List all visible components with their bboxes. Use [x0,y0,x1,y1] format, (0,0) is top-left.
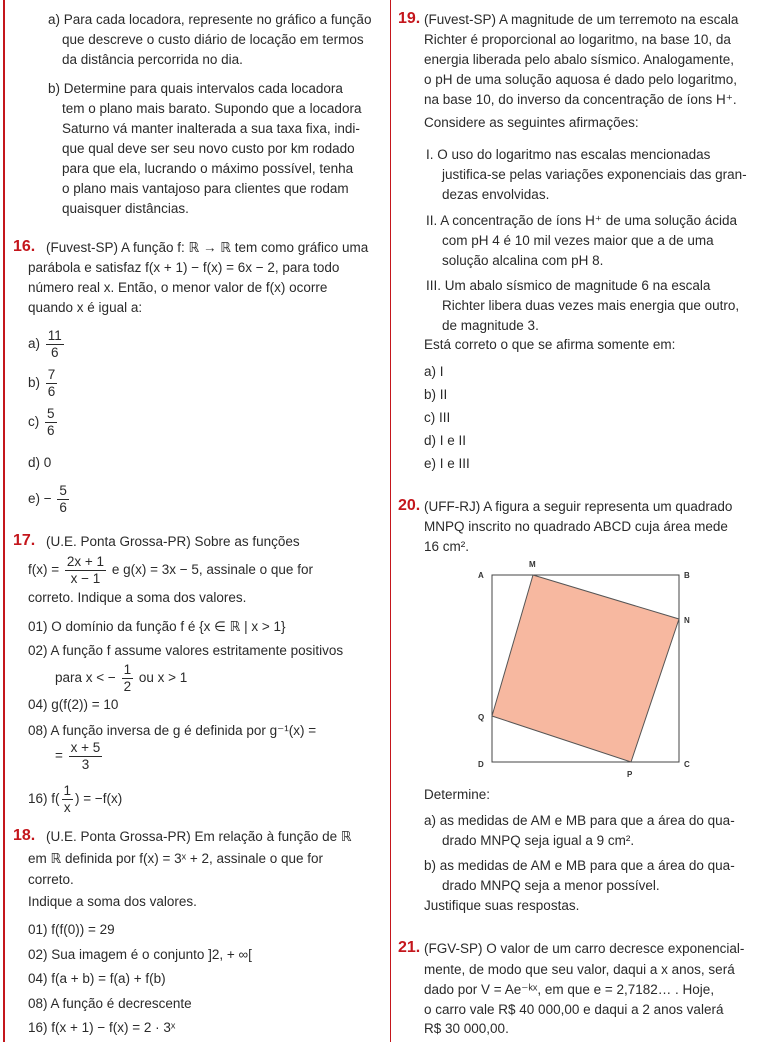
denominator: 2 [123,679,132,694]
q19-statement-II-line-3: solução alcalina com pH 8. [442,253,604,268]
q21-line-3: dado por V = Ae⁻ᵏˣ, em que e = 2,7182… . Hoje, [424,982,715,997]
q17-item-02-line-2 [55,662,187,695]
q19-option-b: b) II [424,387,448,402]
q16-option-a [28,328,66,361]
q19-option-d: d) I e II [424,433,467,448]
q17-item-16-pre: 16) f( [28,791,60,807]
q15-b-line-7: quaisquer distâncias. [62,201,189,216]
numerator: 1 [63,783,72,798]
label-A: A [478,571,484,580]
q17-number: 17. [13,532,36,549]
q20-determine: Determine: [424,787,491,802]
q19-option-a: a) I [424,364,444,379]
q16-line-4: quando x é igual a: [28,300,143,315]
q17-item-16-post: ) = −f(x) [75,791,123,807]
q19-line-6: Considere as seguintes afirmações: [424,115,639,130]
q20-item-b-line-2: drado MNPQ seja a menor possível. [442,878,660,893]
q16-option-e [28,483,71,516]
label-C: C [684,760,690,769]
q20-justify: Justifique suas respostas. [424,898,580,913]
q19-statement-II-line-2: com pH 4 é 10 mil vezes maior que a de uma [442,233,714,248]
q16-number: 16. [13,238,36,255]
q16-option-b [28,367,59,400]
q16-option-c-fraction [45,406,57,439]
q16-option-b-fraction [46,367,58,400]
q17-item-16-fraction [62,783,74,816]
q17-item-04: 04) g(f(2)) = 10 [28,697,119,712]
q17-item-02-post: ou x > 1 [138,670,188,686]
numerator: 11 [47,328,62,343]
q18-item-02: 02) Sua imagem é o conjunto ]2, + ∞[ [28,947,252,962]
numerator: 5 [59,483,67,498]
q17-line-1: (U.E. Ponta Grossa-PR) Sobre as funções [46,534,300,549]
q15-b-line-3: Saturno vá manter inalterada a sua taxa fixa, indi- [62,121,360,136]
q16-option-e-fraction [57,483,69,516]
q16-option-e-label: e) − [28,491,52,507]
q17-f-label: f(x) = [28,562,60,578]
q17-item-08-fraction [69,740,103,773]
q19-statement-III-line-3: de magnitude 3. [442,318,539,333]
numerator: 7 [47,367,56,382]
q19-statement-II-line-1: II. A concentração de íons H⁺ de uma solução ácida [426,213,738,228]
q18-number: 18. [13,827,36,844]
q15-b-line-4: que qual deve ser seu novo custo por km rodado [62,141,355,156]
q18-line-3: correto. [28,872,74,887]
q18-item-04: 04) f(a + b) = f(a) + f(b) [28,971,166,986]
q15-b-line-6: o plano mais vantajoso para clientes que rodam [62,181,349,196]
q15-b-line-1: b) Determine para quais intervalos cada locadora [48,81,343,96]
q20-line-1: (UFF-RJ) A figura a seguir representa um quadrado [424,499,733,514]
q20-item-a-line-2: drado MNPQ seja igual a 9 cm². [442,833,635,848]
q19-question: Está correto o que se afirma somente em: [424,337,676,352]
q19-line-5: na base 10, do inverso da concentração de íons H⁺. [424,92,737,107]
denominator: 6 [51,345,59,360]
q21-line-1: (FGV-SP) O valor de um carro decresce exponencial- [424,941,745,956]
q17-item-02-fraction [122,662,134,695]
denominator: x − 1 [70,571,101,586]
square-mnpq [492,575,679,762]
denominator: 6 [47,384,56,399]
q17-item-08-line-2 [55,740,104,773]
q19-statement-I-line-3: dezas envolvidas. [442,187,550,202]
q19-statement-I-line-1: I. O uso do logaritmo nas escalas mencionadas [426,147,711,162]
q17-item-02-line-1: 02) A função f assume valores estritamente positivos [28,643,344,658]
q16-line-2: parábola e satisfaz f(x + 1) − f(x) = 6x − 2, para todo [28,260,340,275]
q18-item-01: 01) f(f(0)) = 29 [28,922,115,937]
q15-b-line-2: tem o plano mais barato. Supondo que a locadora [62,101,362,116]
q20-line-2: MNPQ inscrito no quadrado ABCD cuja área mede [424,519,728,534]
q21-line-4: o carro vale R$ 40 000,00 e daqui a 2 anos valerá [424,1002,724,1017]
q20-item-b-line-1: b) as medidas de AM e MB para que a área do qua- [424,858,735,873]
q16-option-b-label: b) [28,375,41,391]
q17-item-01: 01) O domínio da função f é {x ∈ ℝ | x > 1} [28,619,286,634]
label-Q: Q [478,713,485,722]
q17-line-3: correto. Indique a soma dos valores. [28,590,247,605]
denominator: 6 [59,500,67,515]
q20-number: 20. [398,497,421,514]
numerator: 1 [123,662,132,677]
q19-statement-III-line-1: III. Um abalo sísmico de magnitude 6 na escala [426,278,711,293]
q16-option-a-fraction [46,328,64,361]
q17-item-02-pre: para x < − [55,670,116,686]
label-P: P [627,770,633,779]
q18-line-4: Indique a soma dos valores. [28,894,197,909]
q19-line-1: (Fuvest-SP) A magnitude de um terremoto na escala [424,12,739,27]
q17-g-definition: e g(x) = 3x − 5, assinale o que for [111,562,313,578]
label-B: B [684,571,690,580]
q17-item-16 [28,783,122,816]
q19-option-c: c) III [424,410,451,425]
label-N: N [684,616,690,625]
numerator: 2x + 1 [66,554,105,569]
q19-option-e: e) I e III [424,456,470,471]
denominator: 6 [47,423,55,438]
q16-option-d: d) 0 [28,455,52,470]
q21-line-2: mente, de modo que seu valor, daqui a x anos, será [424,962,735,977]
q17-line-2 [28,554,313,587]
q15-a-line-1: a) Para cada locadora, represente no gráfico a função [48,12,372,27]
q19-line-3: energia liberada pelo abalo sísmico. Analogamente, [424,52,734,67]
denominator: 3 [81,757,90,772]
q19-line-4: o pH de uma solução aquosa é dado pelo logaritmo, [424,72,737,87]
q18-item-16: 16) f(x + 1) − f(x) = 2 · 3ˣ [28,1020,176,1035]
q18-line-2: em ℝ definida por f(x) = 3ˣ + 2, assinale o que for [28,851,324,866]
label-M: M [529,560,536,569]
square-figure [468,556,708,780]
q18-line-1: (U.E. Ponta Grossa-PR) Em relação à função de ℝ [46,829,352,844]
q16-option-c [28,406,59,439]
q15-a-line-2: que descreve o custo diário de locação em termos [62,32,364,47]
q21-number: 21. [398,939,421,956]
q19-statement-III-line-2: Richter libera duas vezes mais energia que outro, [442,298,740,313]
q16-option-c-label: c) [28,414,40,430]
q20-line-3: 16 cm². [424,539,470,554]
q18-item-08: 08) A função é decrescente [28,996,192,1011]
q16-line-3: número real x. Então, o menor valor de f(x) ocorre [28,280,328,295]
q15-a-line-3: da distância percorrida no dia. [62,52,243,67]
q19-line-2: Richter é proporcional ao logaritmo, na base 10, da [424,32,731,47]
q19-number: 19. [398,10,421,27]
q20-item-a-line-1: a) as medidas de AM e MB para que a área do qua- [424,813,735,828]
label-D: D [478,760,484,769]
q17-f-fraction [65,554,106,587]
q16-option-a-label: a) [28,336,41,352]
column-divider [390,0,391,1042]
denominator: x [63,800,71,815]
q17-item-08-equals: = [55,748,63,764]
numerator: 5 [47,406,55,421]
q15-b-line-5: para que ela, lucrando o máximo possível, tenha [62,161,354,176]
q17-item-08-line-1: 08) A função inversa de g é definida por g⁻¹(x) = [28,723,317,738]
q19-statement-I-line-2: justifica-se pelas variações exponenciais das gran- [442,167,747,182]
numerator: x + 5 [70,740,101,755]
q16-line-1: (Fuvest-SP) A função f: ℝ → ℝ tem como gráfico uma [46,240,369,255]
left-margin-rule [3,0,5,1042]
q21-line-5: R$ 30 000,00. [424,1021,509,1036]
